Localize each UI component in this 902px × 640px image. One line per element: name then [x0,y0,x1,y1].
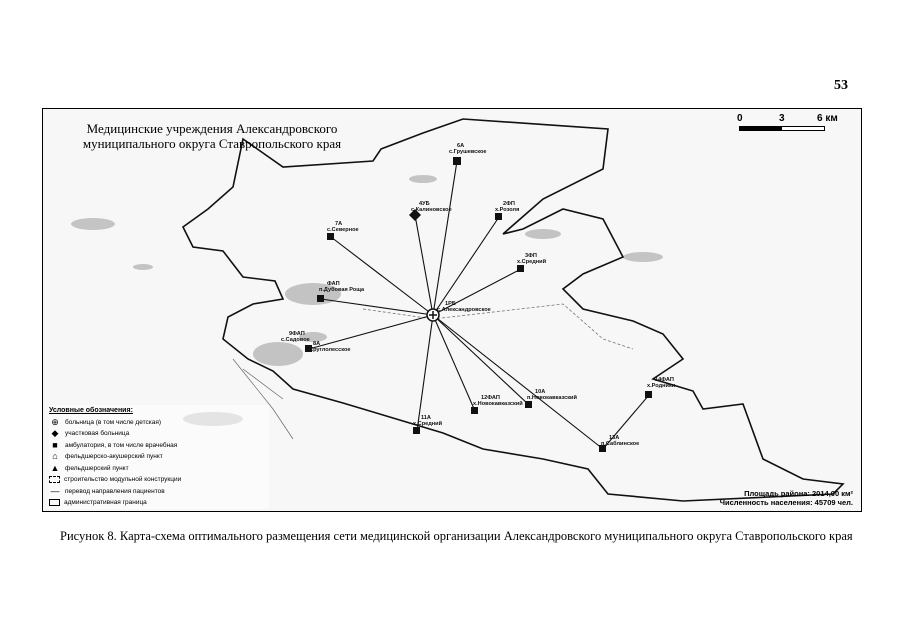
route-line [417,315,433,431]
route-line [415,215,433,315]
settlement-name: х.Новокавказский [473,401,523,407]
map-title: Медицинские учреждения Александровского муниципального округа Ставропольского края [82,121,342,151]
settlement-name: х.Средний [413,421,443,427]
legend-item [49,486,269,498]
legend-item [49,417,269,429]
scale-bar [737,113,847,133]
settlement-name: с.Калиновское [411,207,452,213]
scale-bar-line [739,126,825,131]
settlement-marker [327,233,334,240]
settlement-name: х.Розоля [495,207,520,213]
legend-label: перевод направления пациентов [65,487,165,495]
settlement-name: п.Дубовая Роща [319,287,365,293]
diamond-icon: ◆ [51,428,59,438]
legend-item [49,474,269,486]
scale-tick-0: 0 [737,113,743,124]
settlement-name: х.Родники [647,383,676,389]
route-line [331,237,433,315]
settlement-code: 6А [457,143,465,149]
settlement-marker [645,391,652,398]
house-icon: ⌂ [52,451,58,461]
settlement-code: ФАП [327,281,340,287]
settlement-marker [317,295,324,302]
settlement-code: 8А [313,341,321,347]
settlement-code: 11А [421,415,431,421]
district-stats [720,489,853,507]
settlement-code: 1РБ [445,301,456,307]
scale-tick-3: 3 [779,113,785,124]
route-line [433,315,603,449]
settlement-name: п.Новокавказский [527,395,577,401]
legend-label: административная граница [64,499,147,506]
legend-label: больница (в том числе детская) [65,418,162,426]
settlement-name: с.Северное [327,227,359,233]
legend-label: строительство модульной конструкции [64,476,182,483]
settlement-marker [471,407,478,414]
settlement-marker [525,401,532,408]
settlement-name: с.Александровское [437,307,491,313]
settlement-code: 12ФАП [481,395,500,401]
legend-item [49,440,269,452]
scale-tick-6: 6 км [817,113,838,124]
settlement-code: 3ФП [525,253,537,259]
route-line [433,315,475,411]
population-text: Численность населения: 45709 чел. [719,498,853,507]
hospital-icon: ⊕ [51,416,59,427]
settlement-code: 13А [609,435,620,441]
settlement-name: х.Средний [517,259,547,265]
boundary-line-icon [49,499,60,506]
settlement-code: 10А [535,389,546,395]
settlement-code: 14ФАП [655,377,674,383]
settlement-name: с.Грушевское [449,149,487,155]
legend-label: фельдшерский пункт [65,464,129,472]
legend-label: амбулатория, в том числе врачебная [65,441,178,449]
settlement-marker [517,265,524,272]
settlement-marker [453,157,461,165]
route-line [433,161,457,315]
legend-item [49,451,269,463]
route-line [433,315,529,405]
settlement-code: 2ФП [503,201,515,207]
settlement-name: п.Саблинское [601,441,640,447]
legend-item [49,463,269,475]
legend-label: участковая больница [65,430,130,437]
map-figure [42,108,862,512]
route-line [321,299,433,315]
legend-label: фельдшерско-акушерский пункт [65,453,163,460]
settlement-name: с.Садовое [281,337,310,343]
map-legend [49,405,269,509]
figure-caption: Рисунок 8. Карта-схема оптимального размещения сети медицинской организации Александровского муниципального округа Ставропольского края [60,529,853,543]
route-line [309,315,433,349]
arrow-line-icon: — [50,485,60,496]
legend-item [49,428,269,440]
dashed-box-icon [49,476,60,483]
settlement-code: 4УБ [419,201,430,207]
page-number: 53 [834,78,848,93]
settlement-marker [413,427,420,434]
ambulance-icon: ■ [52,439,58,450]
settlement-marker [495,213,502,220]
settlement-name: с.Круглолесское [305,347,351,353]
legend-item [49,497,269,509]
legend-title: Условные обозначения: [49,407,133,414]
route-line [433,217,499,315]
settlement-code: 7А [335,221,343,227]
area-text: Площадь района: 2014,00 км² [744,489,853,498]
settlement-code: 9ФАП [289,331,305,337]
house-small-icon: ▲ [50,462,60,473]
